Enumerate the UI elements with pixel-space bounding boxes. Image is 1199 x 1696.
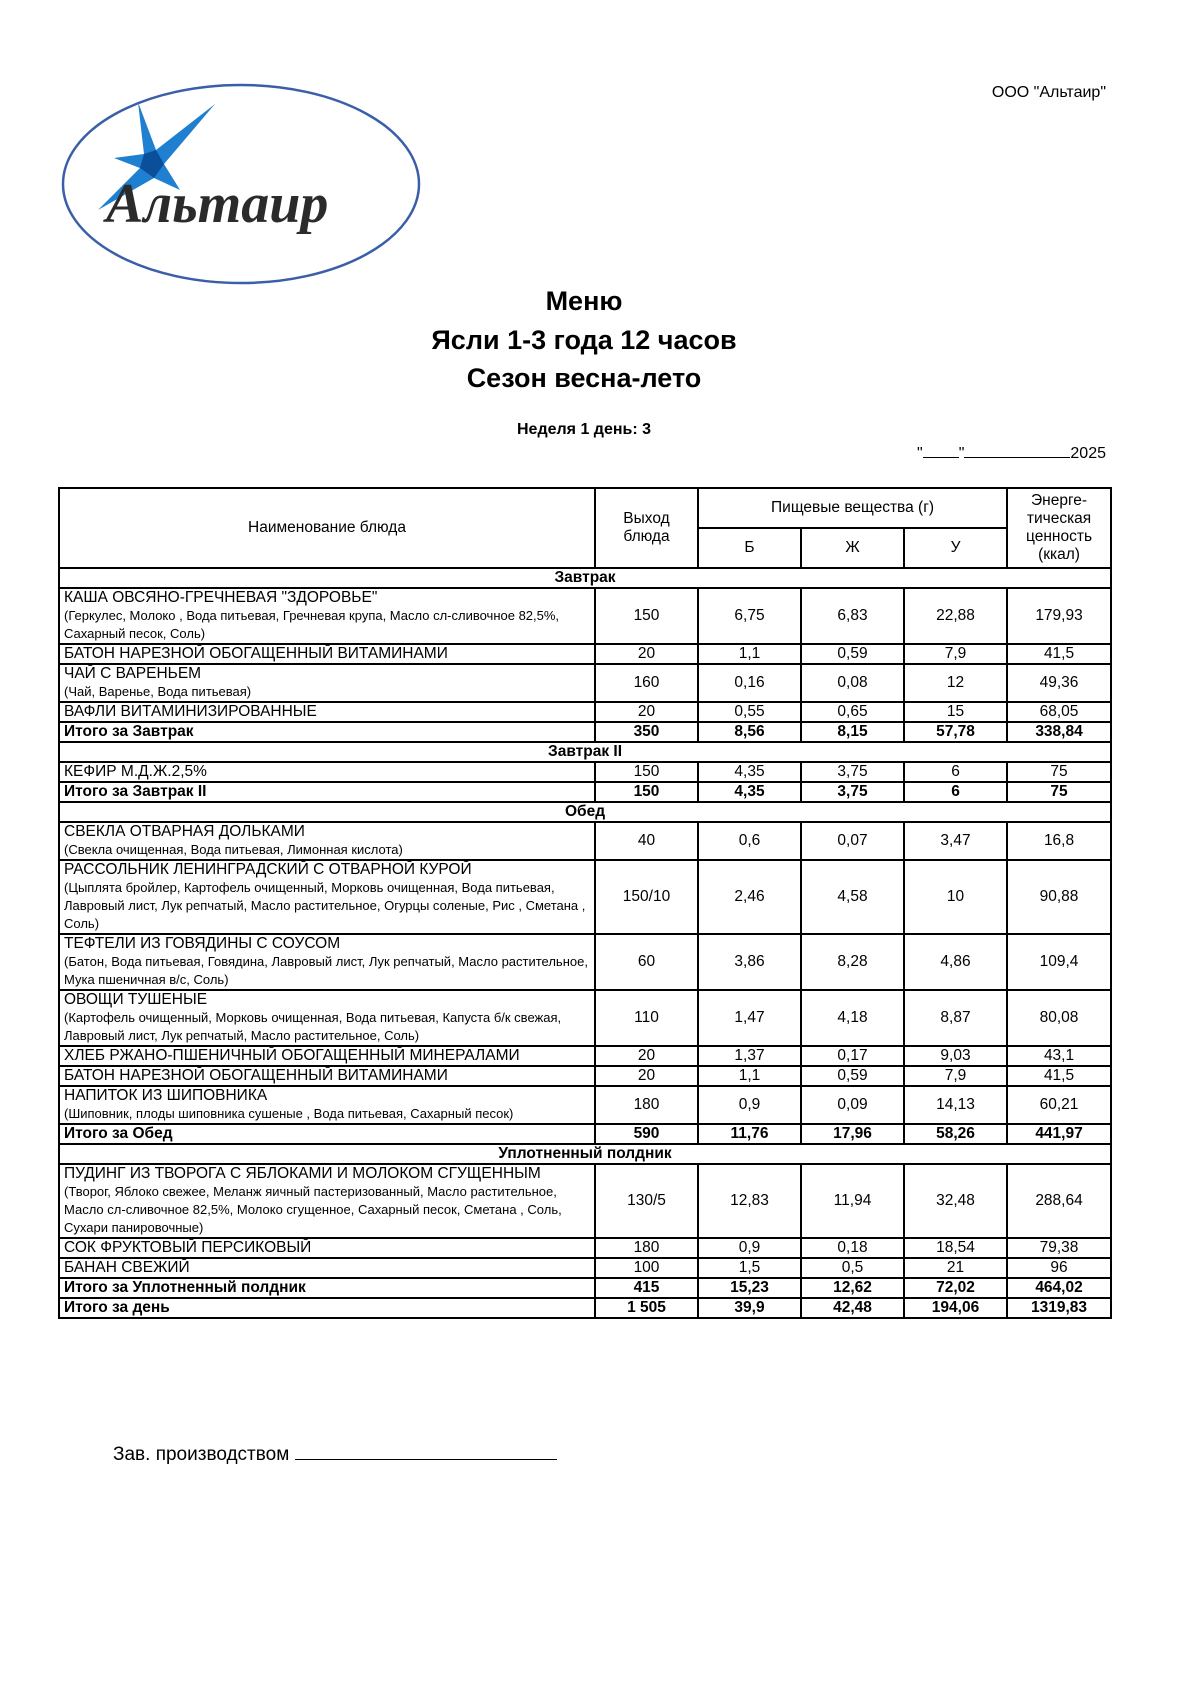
cell-fat: 0,07 bbox=[801, 822, 904, 860]
header-dish-name: Наименование блюда bbox=[59, 488, 595, 568]
cell-kcal: 16,8 bbox=[1007, 822, 1111, 860]
cell-carbs: 32,48 bbox=[904, 1164, 1007, 1238]
cell-protein: 12,83 bbox=[698, 1164, 801, 1238]
table-body bbox=[59, 568, 1111, 1318]
cell-yield: 110 bbox=[595, 990, 698, 1046]
page-subtitle-season: Сезон весна-лето bbox=[466, 363, 702, 393]
cell-yield: 1 505 bbox=[595, 1298, 698, 1318]
cell-fat: 0,65 bbox=[801, 702, 904, 722]
cell-fat: 0,17 bbox=[801, 1046, 904, 1066]
cell-carbs: 10 bbox=[904, 860, 1007, 934]
cell-fat: 11,94 bbox=[801, 1164, 904, 1238]
cell-fat: 8,15 bbox=[801, 722, 904, 742]
day-total-label: Итого за день bbox=[59, 1298, 595, 1318]
section-title: Завтрак II bbox=[59, 742, 1111, 762]
page-title: Меню bbox=[545, 286, 623, 316]
cell-fat: 0,08 bbox=[801, 664, 904, 702]
cell-dish bbox=[59, 990, 595, 1046]
signature-line bbox=[113, 1441, 557, 1466]
cell-fat: 12,62 bbox=[801, 1278, 904, 1298]
dish-name: БАНАН СВЕЖИЙ bbox=[64, 1259, 190, 1276]
cell-yield: 150 bbox=[595, 762, 698, 782]
page-subtitle-group: Ясли 1-3 года 12 часов bbox=[431, 325, 737, 355]
dish-ingredients: (Творог, Яблоко свежее, Меланж яичный пастеризованный, Масло растительное, Масло сл-сливочное 82,5%, Молоко сгущенное, Сахарный песок, Сметана , Соль, Сухари панировочные) bbox=[64, 1184, 562, 1235]
cell-protein: 4,35 bbox=[698, 782, 801, 802]
cell-kcal: 441,97 bbox=[1007, 1124, 1111, 1144]
cell-fat: 17,96 bbox=[801, 1124, 904, 1144]
cell-kcal: 80,08 bbox=[1007, 990, 1111, 1046]
cell-kcal: 68,05 bbox=[1007, 702, 1111, 722]
cell-carbs: 9,03 bbox=[904, 1046, 1007, 1066]
cell-yield: 20 bbox=[595, 1066, 698, 1086]
cell-fat: 0,18 bbox=[801, 1238, 904, 1258]
cell-kcal: 96 bbox=[1007, 1258, 1111, 1278]
table-row bbox=[59, 990, 1111, 1046]
section-total-row bbox=[59, 1124, 1111, 1144]
cell-carbs: 6 bbox=[904, 782, 1007, 802]
dish-ingredients: (Батон, Вода питьевая, Говядина, Лавровый лист, Лук репчатый, Масло растительное, Мука пшеничная в/с, Соль) bbox=[64, 954, 588, 987]
cell-fat: 3,75 bbox=[801, 762, 904, 782]
cell-protein: 15,23 bbox=[698, 1278, 801, 1298]
table-row bbox=[59, 1066, 1111, 1086]
table-row bbox=[59, 1164, 1111, 1238]
total-label: Итого за Завтрак bbox=[59, 722, 595, 742]
dish-name: ЧАЙ С ВАРЕНЬЕМ bbox=[64, 665, 202, 682]
cell-yield: 590 bbox=[595, 1124, 698, 1144]
cell-carbs: 21 bbox=[904, 1258, 1007, 1278]
cell-kcal: 1319,83 bbox=[1007, 1298, 1111, 1318]
cell-kcal: 109,4 bbox=[1007, 934, 1111, 990]
date-field: " " 2025 bbox=[917, 445, 1106, 462]
cell-protein: 0,6 bbox=[698, 822, 801, 860]
cell-yield: 180 bbox=[595, 1238, 698, 1258]
company-name: ООО "Альтаир" bbox=[991, 84, 1106, 101]
section-row bbox=[59, 568, 1111, 588]
cell-yield: 415 bbox=[595, 1278, 698, 1298]
cell-kcal: 79,38 bbox=[1007, 1238, 1111, 1258]
cell-carbs: 58,26 bbox=[904, 1124, 1007, 1144]
date-year: 2025 bbox=[1070, 445, 1106, 462]
cell-yield: 350 bbox=[595, 722, 698, 742]
cell-protein: 2,46 bbox=[698, 860, 801, 934]
cell-protein: 8,56 bbox=[698, 722, 801, 742]
cell-kcal: 41,5 bbox=[1007, 644, 1111, 664]
cell-yield: 180 bbox=[595, 1086, 698, 1124]
cell-protein: 1,37 bbox=[698, 1046, 801, 1066]
dish-ingredients: (Цыплята бройлер, Картофель очищенный, Морковь очищенная, Вода питьевая, Лавровый лист, Лук репчатый, Масло растительное, Огурцы соленые, Рис , Сметана , Соль) bbox=[64, 880, 586, 931]
cell-carbs: 7,9 bbox=[904, 644, 1007, 664]
header-yield: Выход блюда bbox=[595, 488, 698, 568]
cell-dish bbox=[59, 702, 595, 722]
table-row bbox=[59, 860, 1111, 934]
cell-carbs: 3,47 bbox=[904, 822, 1007, 860]
cell-protein: 1,1 bbox=[698, 644, 801, 664]
dish-name: БАТОН НАРЕЗНОЙ ОБОГАЩЕННЫЙ ВИТАМИНАМИ bbox=[64, 645, 448, 662]
cell-protein: 39,9 bbox=[698, 1298, 801, 1318]
dish-name: СВЕКЛА ОТВАРНАЯ ДОЛЬКАМИ bbox=[64, 823, 305, 840]
cell-kcal: 179,93 bbox=[1007, 588, 1111, 644]
cell-dish bbox=[59, 588, 595, 644]
cell-yield: 100 bbox=[595, 1258, 698, 1278]
cell-carbs: 4,86 bbox=[904, 934, 1007, 990]
section-total-row bbox=[59, 1278, 1111, 1298]
section-row bbox=[59, 802, 1111, 822]
cell-yield: 20 bbox=[595, 644, 698, 664]
cell-carbs: 194,06 bbox=[904, 1298, 1007, 1318]
week-day-line: Неделя 1 день: 3 bbox=[516, 421, 652, 438]
cell-dish bbox=[59, 1238, 595, 1258]
dish-ingredients: (Чай, Варенье, Вода питьевая) bbox=[64, 684, 252, 699]
cell-dish bbox=[59, 664, 595, 702]
total-label: Итого за Уплотненный полдник bbox=[59, 1278, 595, 1298]
cell-carbs: 12 bbox=[904, 664, 1007, 702]
dish-ingredients: (Картофель очищенный, Морковь очищенная, Вода питьевая, Капуста б/к свежая, Лавровый лист, Лук репчатый, Масло растительное, Соль) bbox=[64, 1010, 562, 1043]
dish-name: ХЛЕБ РЖАНО-ПШЕНИЧНЫЙ ОБОГАЩЕННЫЙ МИНЕРАЛАМИ bbox=[64, 1047, 520, 1064]
section-total-row bbox=[59, 782, 1111, 802]
cell-kcal: 338,84 bbox=[1007, 722, 1111, 742]
dish-ingredients: (Геркулес, Молоко , Вода питьевая, Гречневая крупа, Масло сл-сливочное 82,5%, Сахарный песок, Соль) bbox=[64, 608, 560, 641]
cell-carbs: 15 bbox=[904, 702, 1007, 722]
cell-carbs: 14,13 bbox=[904, 1086, 1007, 1124]
dish-name: НАПИТОК ИЗ ШИПОВНИКА bbox=[64, 1087, 268, 1104]
cell-fat: 0,5 bbox=[801, 1258, 904, 1278]
section-title: Обед bbox=[59, 802, 1111, 822]
cell-yield: 150/10 bbox=[595, 860, 698, 934]
dish-name: РАССОЛЬНИК ЛЕНИНГРАДСКИЙ С ОТВАРНОЙ КУРОЙ bbox=[64, 861, 472, 878]
cell-fat: 0,59 bbox=[801, 1066, 904, 1086]
table-header bbox=[59, 488, 1111, 568]
cell-carbs: 8,87 bbox=[904, 990, 1007, 1046]
table-row bbox=[59, 1258, 1111, 1278]
cell-fat: 0,09 bbox=[801, 1086, 904, 1124]
date-month-blank bbox=[964, 443, 1070, 458]
cell-protein: 1,47 bbox=[698, 990, 801, 1046]
cell-yield: 130/5 bbox=[595, 1164, 698, 1238]
cell-kcal: 60,21 bbox=[1007, 1086, 1111, 1124]
logo-text: Альтаир bbox=[106, 173, 329, 235]
cell-dish bbox=[59, 1066, 595, 1086]
cell-dish bbox=[59, 822, 595, 860]
menu-table bbox=[58, 487, 1112, 1319]
cell-kcal: 75 bbox=[1007, 782, 1111, 802]
table-row bbox=[59, 822, 1111, 860]
section-total-row bbox=[59, 722, 1111, 742]
cell-fat: 0,59 bbox=[801, 644, 904, 664]
table-row bbox=[59, 702, 1111, 722]
cell-fat: 8,28 bbox=[801, 934, 904, 990]
dish-name: ВАФЛИ ВИТАМИНИЗИРОВАННЫЕ bbox=[64, 703, 317, 720]
dish-name: ОВОЩИ ТУШЕНЫЕ bbox=[64, 991, 208, 1008]
cell-carbs: 7,9 bbox=[904, 1066, 1007, 1086]
table-row bbox=[59, 1086, 1111, 1124]
table-row bbox=[59, 934, 1111, 990]
cell-kcal: 288,64 bbox=[1007, 1164, 1111, 1238]
cell-dish bbox=[59, 1046, 595, 1066]
cell-kcal: 90,88 bbox=[1007, 860, 1111, 934]
day-total-row bbox=[59, 1298, 1111, 1318]
cell-kcal: 75 bbox=[1007, 762, 1111, 782]
cell-protein: 3,86 bbox=[698, 934, 801, 990]
cell-protein: 0,9 bbox=[698, 1086, 801, 1124]
cell-protein: 6,75 bbox=[698, 588, 801, 644]
section-row bbox=[59, 742, 1111, 762]
table-row bbox=[59, 664, 1111, 702]
cell-yield: 20 bbox=[595, 1046, 698, 1066]
cell-protein: 4,35 bbox=[698, 762, 801, 782]
cell-carbs: 22,88 bbox=[904, 588, 1007, 644]
cell-carbs: 72,02 bbox=[904, 1278, 1007, 1298]
cell-fat: 3,75 bbox=[801, 782, 904, 802]
header-carbs: У bbox=[904, 528, 1007, 568]
cell-yield: 150 bbox=[595, 782, 698, 802]
cell-kcal: 464,02 bbox=[1007, 1278, 1111, 1298]
header-protein: Б bbox=[698, 528, 801, 568]
table-row bbox=[59, 644, 1111, 664]
cell-fat: 4,18 bbox=[801, 990, 904, 1046]
cell-yield: 40 bbox=[595, 822, 698, 860]
dish-name: ТЕФТЕЛИ ИЗ ГОВЯДИНЫ С СОУСОМ bbox=[64, 935, 341, 952]
cell-protein: 1,5 bbox=[698, 1258, 801, 1278]
header-nutrients: Пищевые вещества (г) bbox=[698, 488, 1007, 528]
cell-yield: 20 bbox=[595, 702, 698, 722]
cell-dish bbox=[59, 1164, 595, 1238]
company-logo bbox=[60, 82, 422, 286]
cell-yield: 150 bbox=[595, 588, 698, 644]
cell-yield: 60 bbox=[595, 934, 698, 990]
cell-carbs: 57,78 bbox=[904, 722, 1007, 742]
cell-fat: 4,58 bbox=[801, 860, 904, 934]
cell-fat: 42,48 bbox=[801, 1298, 904, 1318]
cell-dish bbox=[59, 860, 595, 934]
section-row bbox=[59, 1144, 1111, 1164]
cell-protein: 0,9 bbox=[698, 1238, 801, 1258]
signature-blank bbox=[295, 1441, 557, 1460]
dish-name: БАТОН НАРЕЗНОЙ ОБОГАЩЕННЫЙ ВИТАМИНАМИ bbox=[64, 1067, 448, 1084]
cell-dish bbox=[59, 762, 595, 782]
dish-name: ПУДИНГ ИЗ ТВОРОГА С ЯБЛОКАМИ И МОЛОКОМ СГУЩЕННЫМ bbox=[64, 1165, 541, 1182]
cell-protein: 0,16 bbox=[698, 664, 801, 702]
table-row bbox=[59, 588, 1111, 644]
section-title: Уплотненный полдник bbox=[59, 1144, 1111, 1164]
total-label: Итого за Завтрак II bbox=[59, 782, 595, 802]
cell-dish bbox=[59, 644, 595, 664]
dish-name: СОК ФРУКТОВЫЙ ПЕРСИКОВЫЙ bbox=[64, 1239, 312, 1256]
dish-ingredients: (Свекла очищенная, Вода питьевая, Лимонная кислота) bbox=[64, 842, 403, 857]
cell-protein: 11,76 bbox=[698, 1124, 801, 1144]
table-row bbox=[59, 1046, 1111, 1066]
cell-yield: 160 bbox=[595, 664, 698, 702]
total-label: Итого за Обед bbox=[59, 1124, 595, 1144]
dish-ingredients: (Шиповник, плоды шиповника сушеные , Вода питьевая, Сахарный песок) bbox=[64, 1106, 514, 1121]
cell-dish bbox=[59, 1086, 595, 1124]
cell-kcal: 49,36 bbox=[1007, 664, 1111, 702]
cell-fat: 6,83 bbox=[801, 588, 904, 644]
cell-dish bbox=[59, 1258, 595, 1278]
cell-kcal: 43,1 bbox=[1007, 1046, 1111, 1066]
date-day-blank bbox=[923, 443, 959, 458]
header-energy: Энерге-тическая ценность (ккал) bbox=[1007, 488, 1111, 568]
cell-protein: 0,55 bbox=[698, 702, 801, 722]
header-fat: Ж bbox=[801, 528, 904, 568]
table-row bbox=[59, 1238, 1111, 1258]
dish-name: КАША ОВСЯНО-ГРЕЧНЕВАЯ "ЗДОРОВЬЕ" bbox=[64, 589, 378, 606]
cell-carbs: 6 bbox=[904, 762, 1007, 782]
cell-protein: 1,1 bbox=[698, 1066, 801, 1086]
section-title: Завтрак bbox=[59, 568, 1111, 588]
dish-name: КЕФИР М.Д.Ж.2,5% bbox=[64, 763, 207, 780]
cell-dish bbox=[59, 934, 595, 990]
table-row bbox=[59, 762, 1111, 782]
cell-kcal: 41,5 bbox=[1007, 1066, 1111, 1086]
cell-carbs: 18,54 bbox=[904, 1238, 1007, 1258]
signature-label: Зав. производством bbox=[113, 1444, 290, 1465]
